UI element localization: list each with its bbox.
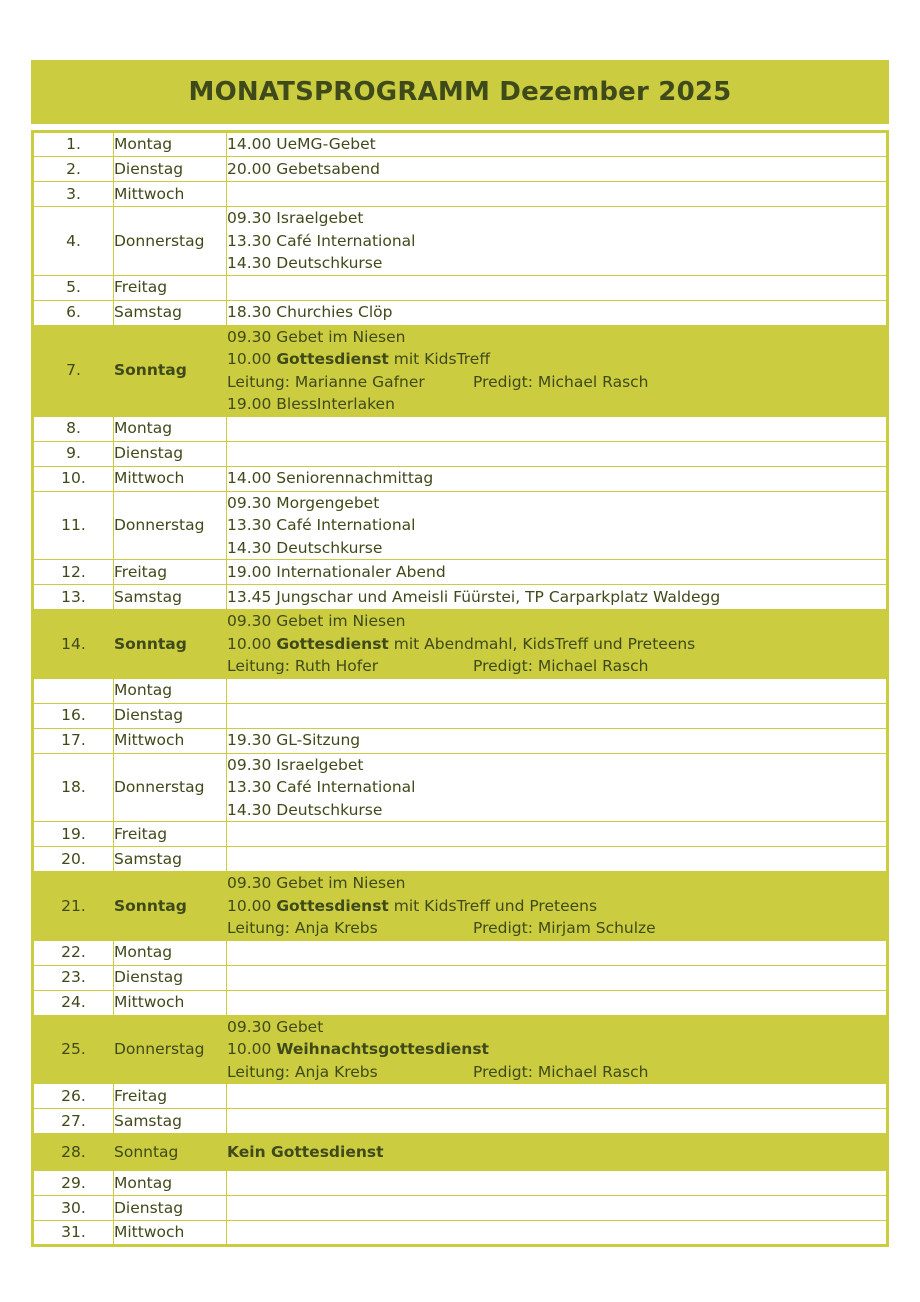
title-bar — [31, 60, 889, 124]
table-row — [33, 703, 888, 728]
day-number: 12. — [33, 560, 114, 585]
day-number: 24. — [33, 990, 114, 1015]
weekday: Mittwoch — [114, 182, 227, 207]
event-line — [227, 348, 886, 371]
weekday: Mittwoch — [114, 990, 227, 1015]
table-row — [33, 325, 888, 416]
table-row — [33, 753, 888, 822]
event-text: 18.30 Churchies Clöp — [227, 303, 393, 322]
weekday: Dienstag — [114, 703, 227, 728]
day-number: 18. — [33, 753, 114, 822]
event-highlight-text: Gottesdienst — [276, 634, 389, 653]
weekday: Dienstag — [114, 1196, 227, 1221]
event-line — [227, 895, 886, 918]
weekday: Mittwoch — [114, 1221, 227, 1246]
table-row — [33, 1134, 888, 1171]
event-highlight-text: Gottesdienst — [276, 896, 389, 915]
day-number: 26. — [33, 1084, 114, 1109]
event-line — [227, 586, 886, 609]
event-line — [227, 776, 886, 799]
day-number: 9. — [33, 441, 114, 466]
events-cell — [227, 678, 888, 703]
weekday: Sonntag — [114, 1134, 227, 1171]
events-cell — [227, 940, 888, 965]
event-line — [227, 917, 886, 940]
day-number — [33, 678, 114, 703]
events-cell — [227, 753, 888, 822]
event-highlight-text: Kein Gottesdienst — [227, 1142, 384, 1161]
event-line — [227, 1061, 886, 1084]
events-cell — [227, 847, 888, 872]
table-row — [33, 728, 888, 753]
events-cell — [227, 325, 888, 416]
table-row — [33, 157, 888, 182]
event-text: 10.00 — [227, 1040, 277, 1058]
weekday: Freitag — [114, 560, 227, 585]
weekday: Sonntag — [114, 610, 227, 679]
weekday: Sonntag — [114, 872, 227, 941]
event-line — [227, 326, 886, 349]
table-row — [33, 1171, 888, 1196]
event-line — [227, 1038, 886, 1061]
event-text: 10.00 — [227, 350, 277, 368]
events-cell — [227, 275, 888, 300]
event-text: 10.00 — [227, 896, 277, 915]
event-line — [227, 799, 886, 822]
table-row — [33, 585, 888, 610]
table-row — [33, 990, 888, 1015]
table-row — [33, 441, 888, 466]
events-cell — [227, 728, 888, 753]
weekday: Donnerstag — [114, 207, 227, 276]
weekday: Donnerstag — [114, 1015, 227, 1084]
event-line — [227, 561, 886, 584]
table-row — [33, 560, 888, 585]
event-line — [227, 729, 886, 752]
table-row — [33, 1221, 888, 1246]
events-cell — [227, 990, 888, 1015]
day-number: 17. — [33, 728, 114, 753]
events-cell — [227, 560, 888, 585]
events-cell — [227, 1196, 888, 1221]
event-line — [227, 230, 886, 253]
table-row — [33, 678, 888, 703]
event-line — [227, 1016, 886, 1039]
day-number: 23. — [33, 965, 114, 990]
weekday: Mittwoch — [114, 466, 227, 491]
day-number: 8. — [33, 416, 114, 441]
weekday: Montag — [114, 1171, 227, 1196]
table-row — [33, 275, 888, 300]
weekday: Donnerstag — [114, 491, 227, 560]
weekday: Sonntag — [114, 325, 227, 416]
events-cell — [227, 132, 888, 157]
table-row — [33, 1196, 888, 1221]
events-cell — [227, 1015, 888, 1084]
day-number: 30. — [33, 1196, 114, 1221]
events-cell — [227, 610, 888, 679]
event-text: 14.00 UeMG-Gebet — [227, 135, 376, 154]
event-line — [227, 252, 886, 275]
event-line — [227, 393, 886, 416]
leader-text: Leitung: Anja Krebs — [227, 919, 378, 937]
events-cell — [227, 416, 888, 441]
day-number: 29. — [33, 1171, 114, 1196]
day-number: 11. — [33, 491, 114, 560]
events-cell — [227, 872, 888, 941]
event-line — [227, 514, 886, 537]
event-line — [227, 610, 886, 633]
event-line — [227, 492, 886, 515]
table-row — [33, 132, 888, 157]
event-line — [227, 754, 886, 777]
leader-text: Leitung: Marianne Gafner — [227, 372, 425, 391]
day-number: 4. — [33, 207, 114, 276]
table-row — [33, 182, 888, 207]
event-text: 20.00 Gebetsabend — [227, 159, 380, 178]
event-text: 13.30 Café International — [227, 516, 416, 534]
program-table — [31, 130, 889, 1247]
events-cell — [227, 1171, 888, 1196]
weekday: Montag — [114, 416, 227, 441]
events-cell — [227, 182, 888, 207]
events-cell — [227, 491, 888, 560]
event-line — [227, 872, 886, 895]
event-text: 13.30 Café International — [227, 778, 416, 796]
weekday: Dienstag — [114, 441, 227, 466]
table-row — [33, 207, 888, 276]
day-number: 16. — [33, 703, 114, 728]
day-number: 6. — [33, 300, 114, 325]
weekday: Samstag — [114, 1109, 227, 1134]
event-text: 19.00 BlessInterlaken — [227, 395, 395, 413]
event-line — [227, 1141, 886, 1164]
event-line — [227, 371, 886, 394]
events-cell — [227, 466, 888, 491]
day-number: 25. — [33, 1015, 114, 1084]
table-row — [33, 1015, 888, 1084]
day-number: 1. — [33, 132, 114, 157]
event-text: 14.30 Deutschkurse — [227, 538, 383, 557]
weekday: Montag — [114, 940, 227, 965]
day-number: 20. — [33, 847, 114, 872]
event-line — [227, 207, 886, 230]
preacher-text: Predigt: Michael Rasch — [473, 372, 649, 391]
event-line — [227, 467, 886, 490]
event-text: 09.30 Israelgebet — [227, 755, 364, 774]
table-row — [33, 872, 888, 941]
day-number: 2. — [33, 157, 114, 182]
table-row — [33, 847, 888, 872]
leader-text: Leitung: Ruth Hofer — [227, 657, 379, 675]
preacher-text: Predigt: Michael Rasch — [473, 657, 649, 675]
table-row — [33, 416, 888, 441]
event-text: 14.00 Seniorennachmittag — [227, 469, 434, 488]
event-text: 10.00 — [227, 634, 277, 653]
day-number: 5. — [33, 275, 114, 300]
event-text: 13.45 Jungschar und Ameisli Füürstei, TP Carparkplatz Waldegg — [227, 587, 721, 606]
event-text: 09.30 Gebet im Niesen — [227, 612, 406, 630]
events-cell — [227, 157, 888, 182]
event-line — [227, 633, 886, 656]
day-number: 19. — [33, 822, 114, 847]
weekday: Freitag — [114, 1084, 227, 1109]
event-highlight-text: Weihnachtsgottesdienst — [276, 1040, 489, 1058]
weekday: Samstag — [114, 300, 227, 325]
events-cell — [227, 441, 888, 466]
event-text: mit KidsTreff und Preteens — [388, 896, 598, 915]
table-row — [33, 466, 888, 491]
table-row — [33, 940, 888, 965]
event-text: 09.30 Israelgebet — [227, 209, 364, 227]
weekday: Montag — [114, 132, 227, 157]
weekday: Samstag — [114, 847, 227, 872]
event-text: 19.00 Internationaler Abend — [227, 562, 446, 581]
event-line — [227, 537, 886, 560]
events-cell — [227, 965, 888, 990]
event-line — [227, 133, 886, 156]
event-highlight-text: Gottesdienst — [276, 350, 389, 368]
day-number: 14. — [33, 610, 114, 679]
event-text: mit KidsTreff — [388, 350, 491, 368]
weekday: Dienstag — [114, 965, 227, 990]
event-line — [227, 655, 886, 678]
weekday: Freitag — [114, 822, 227, 847]
event-text: 14.30 Deutschkurse — [227, 800, 383, 819]
table-row — [33, 1109, 888, 1134]
weekday: Dienstag — [114, 157, 227, 182]
events-cell — [227, 585, 888, 610]
day-number: 21. — [33, 872, 114, 941]
events-cell — [227, 703, 888, 728]
events-cell — [227, 1134, 888, 1171]
table-row — [33, 1084, 888, 1109]
weekday: Mittwoch — [114, 728, 227, 753]
day-number: 28. — [33, 1134, 114, 1171]
events-cell — [227, 1221, 888, 1246]
event-text: 09.30 Gebet im Niesen — [227, 874, 406, 892]
program-table-body — [33, 132, 888, 1246]
table-row — [33, 965, 888, 990]
weekday: Montag — [114, 678, 227, 703]
day-number: 22. — [33, 940, 114, 965]
day-number: 13. — [33, 585, 114, 610]
event-text: mit Abendmahl, KidsTreff und Preteens — [388, 634, 696, 653]
day-number: 3. — [33, 182, 114, 207]
day-number: 7. — [33, 325, 114, 416]
table-row — [33, 610, 888, 679]
page-title: MONATSPROGRAMM Dezember 2025 — [188, 77, 732, 107]
weekday: Samstag — [114, 585, 227, 610]
day-number: 31. — [33, 1221, 114, 1246]
weekday: Freitag — [114, 275, 227, 300]
events-cell — [227, 300, 888, 325]
event-text: 09.30 Gebet im Niesen — [227, 327, 406, 346]
events-cell — [227, 822, 888, 847]
events-cell — [227, 1084, 888, 1109]
event-text: 09.30 Morgengebet — [227, 493, 380, 512]
event-line — [227, 158, 886, 181]
event-text: 13.30 Café International — [227, 231, 416, 250]
event-text: 09.30 Gebet — [227, 1017, 324, 1036]
day-number: 27. — [33, 1109, 114, 1134]
event-text: 19.30 GL-Sitzung — [227, 731, 361, 750]
preacher-text: Predigt: Michael Rasch — [473, 1062, 649, 1081]
weekday: Donnerstag — [114, 753, 227, 822]
day-number: 10. — [33, 466, 114, 491]
events-cell — [227, 1109, 888, 1134]
event-text: 14.30 Deutschkurse — [227, 254, 383, 272]
leader-text: Leitung: Anja Krebs — [227, 1062, 378, 1081]
event-line — [227, 301, 886, 324]
table-row — [33, 300, 888, 325]
preacher-text: Predigt: Mirjam Schulze — [473, 919, 656, 937]
table-row — [33, 491, 888, 560]
events-cell — [227, 207, 888, 276]
table-row — [33, 822, 888, 847]
